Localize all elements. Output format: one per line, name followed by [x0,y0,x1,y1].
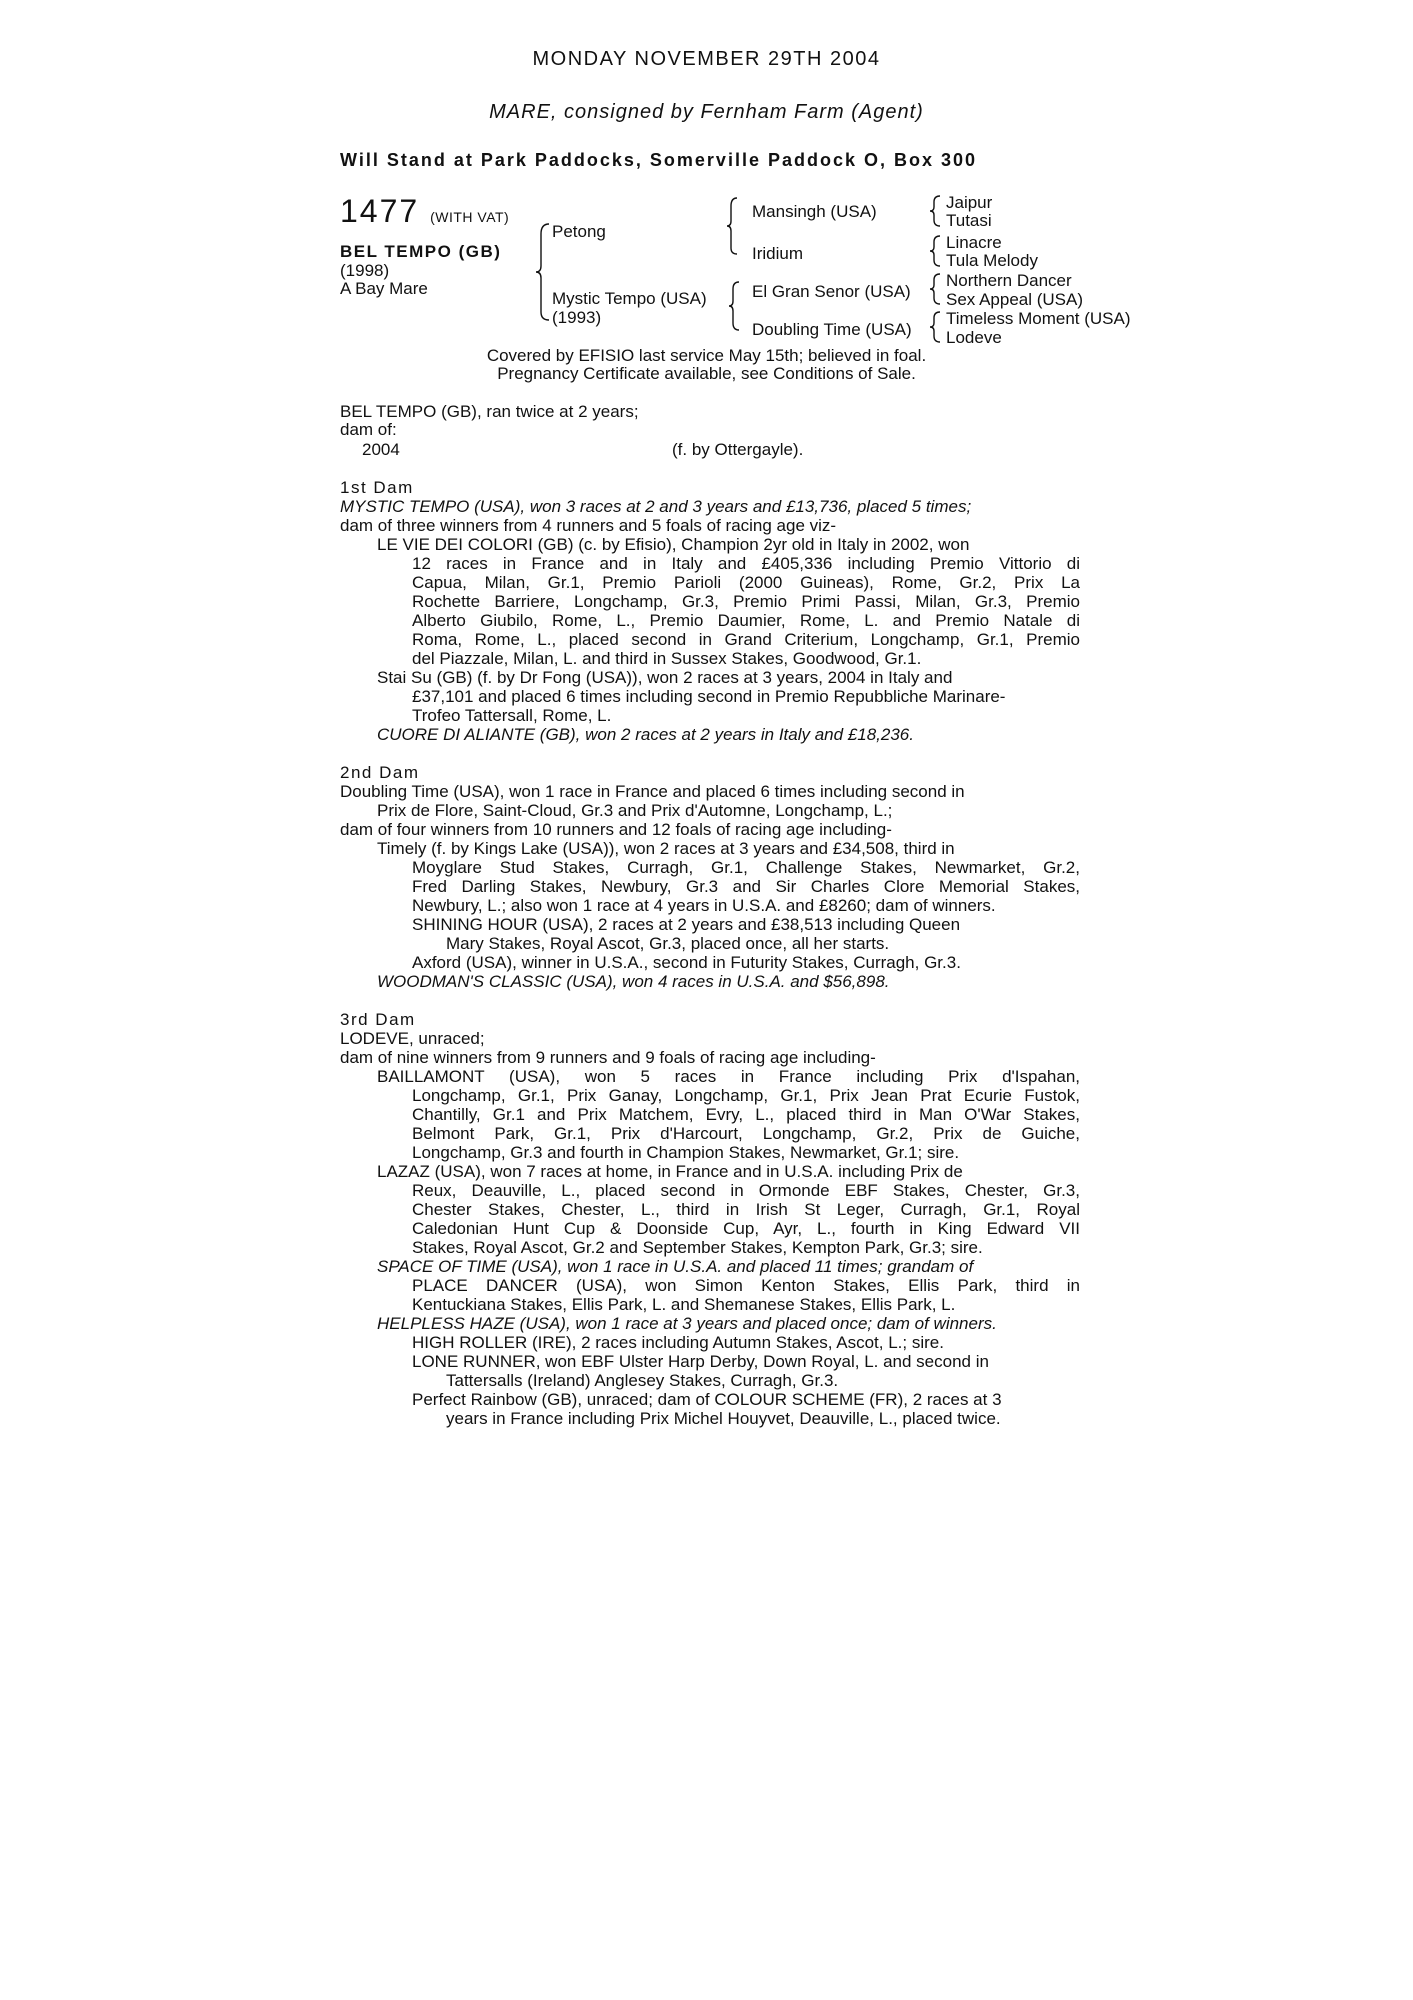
space-of-time-line: SPACE OF TIME (USA), won 1 race in U.S.A. and placed 11 times; grandam of [377,1257,974,1276]
le-vie-line: Capua, Milan, Gr.1, Premio Parioli (2000 Guineas), Rome, Gr.2, Prix La [412,573,1080,592]
baillamont-line: Longchamp, Gr.1, Prix Ganay, Longchamp, Gr.1, Prix Jean Prat Ecurie Fustok, [412,1086,1080,1105]
pedigree-brace-ds [929,272,943,306]
lot-number-line [340,193,509,230]
pedigree-brace-sire [726,196,740,258]
pedigree-dam-year: (1993) [552,308,602,327]
lone-runner-line: Tattersalls (Ireland) Anglesey Stakes, Curragh, Gr.3. [446,1371,839,1390]
le-vie-line: 12 races in France and in Italy and £405,336 including Premio Vittorio di [412,554,1080,573]
sale-date: MONDAY NOVEMBER 29TH 2004 [532,48,881,70]
space-of-time-line: PLACE DANCER (USA), won Simon Kenton Stakes, Ellis Park, third in [412,1276,1080,1295]
baillamont-line: BAILLAMONT (USA), won 5 races in France including Prix d'Ispahan, [377,1067,1080,1086]
baillamont-line: Chantilly, Gr.1 and Prix Matchem, Evry, L., placed third in Man O'War Stakes, [412,1105,1080,1124]
space-of-time-line: Kentuckiana Stakes, Ellis Park, L. and Shemanese Stakes, Ellis Park, L. [412,1295,956,1314]
cuore-line: CUORE DI ALIANTE (GB), won 2 races at 2 years in Italy and £18,236. [377,725,914,744]
le-vie-line: Roma, Rome, L., placed second in Grand Criterium, Longchamp, Gr.1, Premio [412,630,1080,649]
lazaz-line: Caledonian Hunt Cup & Doonside Cup, Ayr, L., fourth in King Edward VII [412,1219,1080,1238]
lazaz-line: LAZAZ (USA), won 7 races at home, in France and in U.S.A. including Prix de [377,1162,963,1181]
helpless-haze-line: HELPLESS HAZE (USA), won 1 race at 3 years and placed once; dam of winners. [377,1314,997,1333]
produce-foal: (f. by Ottergayle). [672,440,804,459]
horse-year: (1998) [340,261,390,280]
pedigree-dam-sire: El Gran Senor (USA) [752,282,911,301]
pregnancy-line: Pregnancy Certificate available, see Conditions of Sale. [497,364,916,383]
timely-line: Moyglare Stud Stakes, Curragh, Gr.1, Challenge Stakes, Newmarket, Gr.2, [412,858,1080,877]
lone-runner-line: LONE RUNNER, won EBF Ulster Harp Derby, Down Royal, L. and second in [412,1352,989,1371]
first-dam-line-1: MYSTIC TEMPO (USA), won 3 races at 2 and 3 years and £13,736, placed 5 times; [340,497,972,516]
lot-number: 1477 [340,193,420,229]
woodman-line: WOODMAN'S CLASSIC (USA), won 4 races in U.S.A. and $56,898. [377,972,890,991]
timely-line: Fred Darling Stakes, Newbury, Gr.3 and Sir Charles Clore Memorial Stakes, [412,877,1080,896]
second-dam-line-2: Prix de Flore, Saint-Cloud, Gr.3 and Prix d'Automne, Longchamp, L.; [377,801,893,820]
high-roller-line: HIGH ROLLER (IRE), 2 races including Autumn Stakes, Ascot, L.; sire. [412,1333,944,1352]
horse-description: A Bay Mare [340,279,428,298]
pedigree-dam-dam: Doubling Time (USA) [752,320,912,339]
baillamont-line: Longchamp, Gr.3 and fourth in Champion Stakes, Newmarket, Gr.1; sire. [412,1143,960,1162]
pedigree-dsd: Sex Appeal (USA) [946,290,1084,309]
le-vie-line: Rochette Barriere, Longchamp, Gr.3, Premio Primi Passi, Milan, Gr.3, Premio [412,592,1080,611]
lazaz-line: Chester Stakes, Chester, L., third in Irish St Leger, Curragh, Gr.1, Royal [412,1200,1080,1219]
pedigree-dam: Mystic Tempo (USA) [552,289,707,308]
second-dam-heading: 2nd Dam [340,763,420,782]
pedigree-dds: Timeless Moment (USA) [946,309,1131,328]
horse-name: BEL TEMPO (GB) [340,242,502,261]
produce-dam-of: dam of: [340,420,397,439]
pedigree-brace-ss [929,194,943,228]
le-vie-line: Alberto Giubilo, Rome, L., Premio Daumier, Rome, L. and Premio Natale di [412,611,1080,630]
first-dam-heading: 1st Dam [340,478,414,497]
first-dam-section [340,478,1080,744]
covered-line: Covered by EFISIO last service May 15th; believed in foal. [486,346,927,365]
third-dam-heading: 3rd Dam [340,1010,416,1029]
second-dam-section [340,763,1080,991]
lazaz-line: Stakes, Royal Ascot, Gr.2 and September Stakes, Kempton Park, Gr.3; sire. [412,1238,983,1257]
pedigree-brace-dam [728,280,742,332]
pedigree-ssd: Tutasi [946,211,992,230]
pedigree-dss: Northern Dancer [946,271,1072,290]
stai-su-line: Stai Su (GB) (f. by Dr Fong (USA)), won 2 races at 3 years, 2004 in Italy and [377,668,953,687]
baillamont-line: Belmont Park, Gr.1, Prix d'Harcourt, Longchamp, Gr.2, Prix de Guiche, [412,1124,1080,1143]
stand-location: Will Stand at Park Paddocks, Somerville Paddock O, Box 300 [340,150,978,170]
produce-intro: BEL TEMPO (GB), ran twice at 2 years; [340,402,639,421]
first-dam-line-2: dam of three winners from 4 runners and 5 foals of racing age viz- [340,516,837,535]
pedigree-sdd: Tula Melody [946,251,1038,270]
pedigree-sss: Jaipur [946,193,993,212]
timely-line: Timely (f. by Kings Lake (USA)), won 2 races at 3 years and £34,508, third in [377,839,955,858]
pedigree-sire-sire: Mansingh (USA) [752,202,877,221]
produce-year: 2004 [362,440,400,459]
perfect-rainbow-line: Perfect Rainbow (GB), unraced; dam of COLOUR SCHEME (FR), 2 races at 3 [412,1390,1002,1409]
pedigree-sire: Petong [552,222,606,241]
pedigree-ddd: Lodeve [946,328,1002,347]
shining-hour-line: SHINING HOUR (USA), 2 races at 2 years and £38,513 including Queen [412,915,961,934]
le-vie-continuation [340,554,1080,668]
le-vie-entry [340,535,1080,554]
axford-line: Axford (USA), winner in U.S.A., second in Futurity Stakes, Curragh, Gr.3. [412,953,961,972]
second-dam-line-3: dam of four winners from 10 runners and 12 foals of racing age including- [340,820,892,839]
second-dam-line-1: Doubling Time (USA), won 1 race in France and placed 6 times including second in [340,782,965,801]
pedigree-sire-dam: Iridium [752,244,804,263]
third-dam-section [340,1010,1080,1428]
lazaz-line: Reux, Deauville, L., placed second in Ormonde EBF Stakes, Chester, Gr.3, [412,1181,1080,1200]
timely-line: Newbury, L.; also won 1 race at 4 years in U.S.A. and £8260; dam of winners. [412,896,996,915]
third-dam-line-2: dam of nine winners from 9 runners and 9 foals of racing age including- [340,1048,876,1067]
stai-su-line: Trofeo Tattersall, Rome, L. [412,706,612,725]
pedigree-brace-dd [929,310,943,344]
le-vie-line: del Piazzale, Milan, L. and third in Sussex Stakes, Goodwood, Gr.1. [412,649,922,668]
consignment-line: MARE, consigned by Fernham Farm (Agent) [489,101,924,123]
le-vie-line: LE VIE DEI COLORI (GB) (c. by Efisio), Champion 2yr old in Italy in 2002, won [377,535,970,554]
shining-hour-line: Mary Stakes, Royal Ascot, Gr.3, placed once, all her starts. [446,934,890,953]
third-dam-line-1: LODEVE, unraced; [340,1029,485,1048]
perfect-rainbow-line: years in France including Prix Michel Houyvet, Deauville, L., placed twice. [446,1409,1001,1428]
pedigree-brace-sd [929,234,943,268]
pedigree-sds: Linacre [946,233,1002,252]
vat-note: (WITH VAT) [430,209,510,225]
stai-su-line: £37,101 and placed 6 times including second in Premio Repubbliche Marinare- [412,687,1006,706]
